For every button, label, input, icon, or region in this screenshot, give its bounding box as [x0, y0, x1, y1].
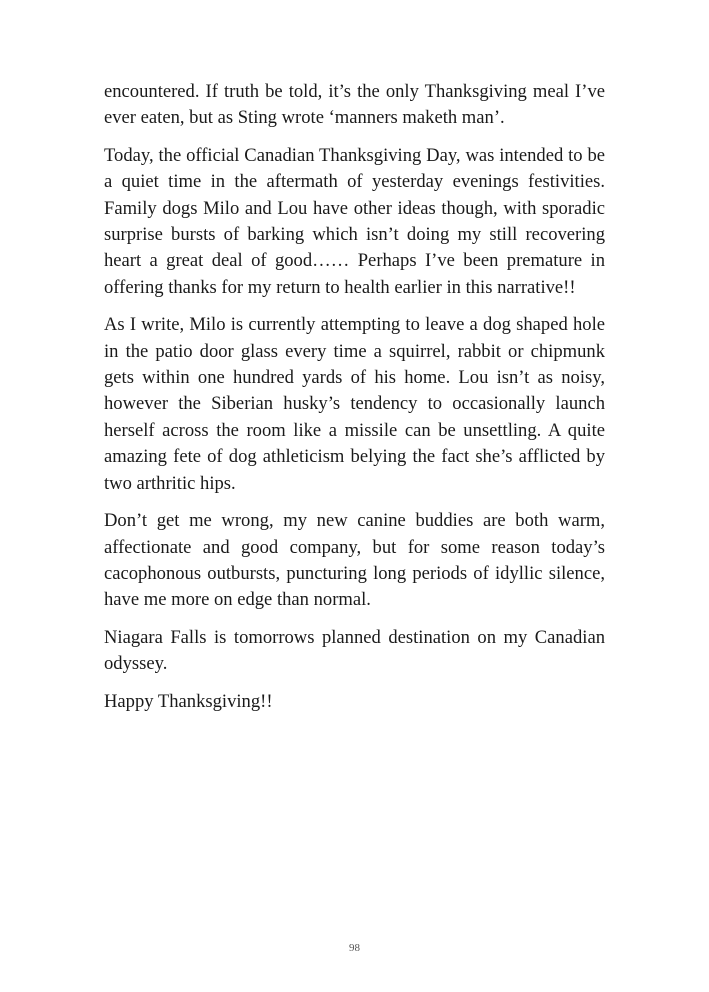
page-body	[104, 79, 605, 726]
paragraph-4: Don’t get me wrong, my new canine buddies are both warm, affectionate and good company, but for some reason today’s cacophonous outbursts, puncturing long periods of idyllic silence, have me more on edge than normal.	[104, 510, 605, 611]
paragraph-2: Today, the official Canadian Thanksgiving Day, was intended to be a quiet time in the aftermath of yesterday evenings festivities. Family dogs Milo and Lou have other ideas though, with sporadic surprise bursts of barking which isn’t doing my still recovering heart a great deal of good…… Perhaps I’ve been premature in offering thanks for my return to health earlier in this narrative!!	[104, 144, 605, 298]
paragraph-1: encountered. If truth be told, it’s the only Thanksgiving meal I’ve ever eaten, but as Sting wrote ‘manners maketh man’.	[104, 81, 605, 129]
paragraph-6: Happy Thanksgiving!!	[104, 690, 273, 712]
page-number: 98	[349, 942, 360, 954]
paragraph-3: As I write, Milo is currently attempting to leave a dog shaped hole in the patio door glass every time a squirrel, rabbit or chipmunk gets within one hundred yards of his home. Lou isn’t as noisy, however the Siberian husky’s tendency to occasionally launch herself across the room like a missile can be unsettling. A quite amazing fete of dog athleticism belying the fact she’s afflicted by two arthritic hips.	[104, 314, 605, 494]
paragraph-5: Niagara Falls is tomorrows planned destination on my Canadian odyssey.	[104, 626, 605, 675]
